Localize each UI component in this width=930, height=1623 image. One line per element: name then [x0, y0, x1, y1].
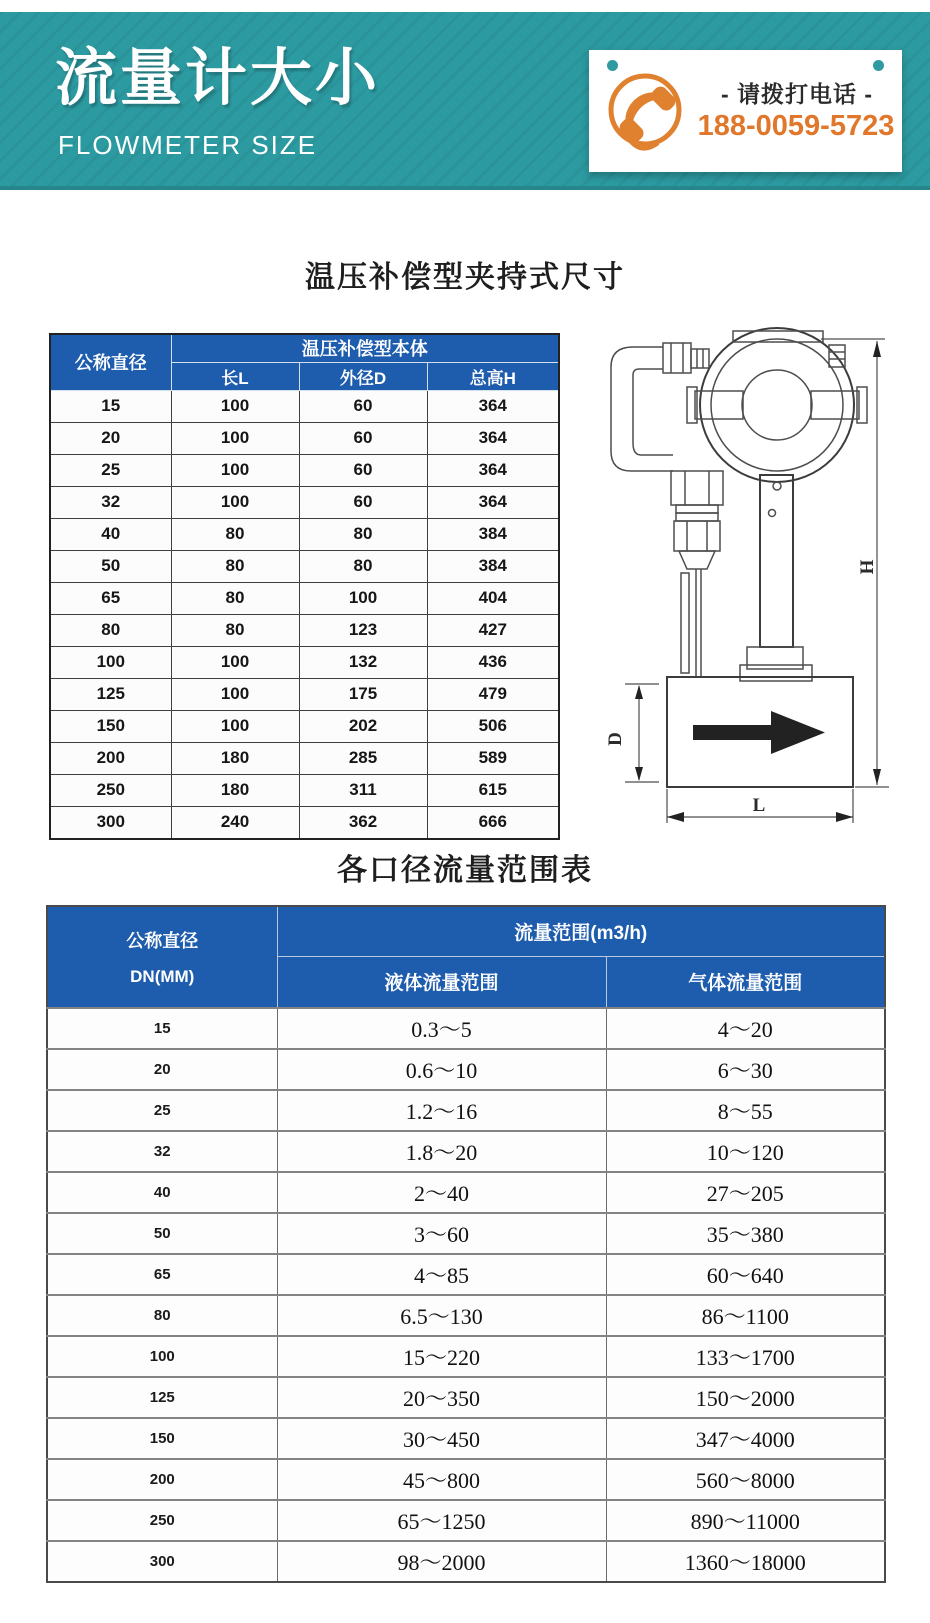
- table-row: [50, 454, 559, 486]
- col-header-liquid-range: 液体流量范围: [277, 956, 606, 1008]
- table-cell: 200: [50, 742, 171, 774]
- table-cell: 890～11000: [606, 1500, 885, 1541]
- table-cell: 1.2～16: [277, 1090, 606, 1131]
- dimensions-table: [49, 333, 560, 840]
- table-row: [50, 678, 559, 710]
- table-cell: 6.5～130: [277, 1295, 606, 1336]
- table-cell: 27～205: [606, 1172, 885, 1213]
- table-cell: 506: [427, 710, 559, 742]
- col-header-outer-diameter: 外径D: [299, 362, 427, 390]
- table-row: [47, 1213, 885, 1254]
- table-cell: 45～800: [277, 1459, 606, 1500]
- table-cell: 20: [47, 1049, 277, 1090]
- col-header-dn-line2: DN(MM): [130, 967, 195, 986]
- table-cell: 50: [50, 550, 171, 582]
- table-cell: 8～55: [606, 1090, 885, 1131]
- dimension-label-l: L: [752, 795, 766, 816]
- table-cell: 86～1100: [606, 1295, 885, 1336]
- table-cell: 0.6～10: [277, 1049, 606, 1090]
- table-row: [47, 1008, 885, 1049]
- table-cell: 364: [427, 486, 559, 518]
- table-cell: 100: [171, 646, 299, 678]
- table-cell: 15～220: [277, 1336, 606, 1377]
- table-cell: 1.8～20: [277, 1131, 606, 1172]
- table-row: [50, 646, 559, 678]
- table-cell: 0.3～5: [277, 1008, 606, 1049]
- table-row: [47, 1541, 885, 1582]
- table-cell: 133～1700: [606, 1336, 885, 1377]
- table-cell: 25: [47, 1090, 277, 1131]
- table-row: [50, 550, 559, 582]
- table-cell: 6～30: [606, 1049, 885, 1090]
- table-cell: 100: [47, 1336, 277, 1377]
- table-cell: 250: [50, 774, 171, 806]
- table-cell: 100: [171, 710, 299, 742]
- banner: [0, 12, 930, 190]
- table-cell: 125: [50, 678, 171, 710]
- table-cell: 60: [299, 422, 427, 454]
- table-cell: 300: [47, 1541, 277, 1582]
- table-cell: 4～20: [606, 1008, 885, 1049]
- table-cell: 65: [47, 1254, 277, 1295]
- table-cell: 100: [171, 454, 299, 486]
- table-cell: 125: [47, 1377, 277, 1418]
- table-cell: 40: [50, 518, 171, 550]
- table-cell: 35～380: [606, 1213, 885, 1254]
- table-cell: 100: [171, 678, 299, 710]
- table-cell: 60: [299, 390, 427, 422]
- table-cell: 202: [299, 710, 427, 742]
- page-title: 流量计大小: [55, 44, 381, 113]
- table-cell: 40: [47, 1172, 277, 1213]
- table-cell: 311: [299, 774, 427, 806]
- table-row: [50, 614, 559, 646]
- page-subtitle: FLOWMETER SIZE: [58, 130, 318, 160]
- table-row: [50, 390, 559, 422]
- table-cell: 3～60: [277, 1213, 606, 1254]
- table-cell: 479: [427, 678, 559, 710]
- table-cell: 80: [171, 550, 299, 582]
- table-cell: 25: [50, 454, 171, 486]
- table-cell: 65: [50, 582, 171, 614]
- table-cell: 15: [47, 1008, 277, 1049]
- col-header-length: 长L: [171, 362, 299, 390]
- table-cell: 404: [427, 582, 559, 614]
- table-cell: 384: [427, 518, 559, 550]
- table-cell: 100: [299, 582, 427, 614]
- table-cell: 4～85: [277, 1254, 606, 1295]
- table-cell: 32: [47, 1131, 277, 1172]
- table-row: [50, 774, 559, 806]
- table-cell: 80: [171, 582, 299, 614]
- col-header-dn: [47, 906, 277, 1008]
- table-cell: 80: [299, 518, 427, 550]
- table-row: [47, 1131, 885, 1172]
- table-cell: 250: [47, 1500, 277, 1541]
- table-cell: 436: [427, 646, 559, 678]
- table-cell: 364: [427, 454, 559, 486]
- table-cell: 427: [427, 614, 559, 646]
- table-cell: 100: [171, 486, 299, 518]
- table-row: [50, 806, 559, 839]
- table-row: [50, 422, 559, 454]
- table-row: [50, 518, 559, 550]
- flowmeter-diagram: [575, 305, 925, 825]
- table-row: [47, 1254, 885, 1295]
- flow-range-table: [46, 905, 886, 1583]
- table-row: [47, 1418, 885, 1459]
- table-row: [47, 1377, 885, 1418]
- table-cell: 180: [171, 774, 299, 806]
- table-cell: 300: [50, 806, 171, 839]
- table-cell: 60: [299, 454, 427, 486]
- table-cell: 132: [299, 646, 427, 678]
- table-cell: 80: [47, 1295, 277, 1336]
- col-header-nominal-diameter: 公称直径: [50, 334, 171, 390]
- table-cell: 180: [171, 742, 299, 774]
- table-cell: 240: [171, 806, 299, 839]
- table-cell: 384: [427, 550, 559, 582]
- section2-title: 各口径流量范围表: [337, 854, 593, 887]
- table-cell: 80: [299, 550, 427, 582]
- dimension-label-h: H: [857, 559, 878, 575]
- table-cell: 98～2000: [277, 1541, 606, 1582]
- table-cell: 60～640: [606, 1254, 885, 1295]
- table-row: [50, 742, 559, 774]
- table-cell: 50: [47, 1213, 277, 1254]
- table-cell: 2～40: [277, 1172, 606, 1213]
- table-cell: 150～2000: [606, 1377, 885, 1418]
- table-cell: 175: [299, 678, 427, 710]
- table-cell: 100: [171, 390, 299, 422]
- table-cell: 666: [427, 806, 559, 839]
- table-row: [50, 486, 559, 518]
- table-row: [50, 582, 559, 614]
- table-cell: 30～450: [277, 1418, 606, 1459]
- table-cell: 60: [299, 486, 427, 518]
- table-cell: 364: [427, 422, 559, 454]
- table-cell: 560～8000: [606, 1459, 885, 1500]
- col-header-gas-range: 气体流量范围: [606, 956, 885, 1008]
- table-cell: 32: [50, 486, 171, 518]
- table-cell: 615: [427, 774, 559, 806]
- table-cell: 20～350: [277, 1377, 606, 1418]
- phone-number: 188-0059-5723: [697, 110, 895, 142]
- table-cell: 589: [427, 742, 559, 774]
- table-cell: 362: [299, 806, 427, 839]
- table-cell: 80: [50, 614, 171, 646]
- table-row: [50, 710, 559, 742]
- table-row: [47, 1090, 885, 1131]
- table-row: [47, 1295, 885, 1336]
- table-cell: 100: [50, 646, 171, 678]
- table-cell: 15: [50, 390, 171, 422]
- table-cell: 80: [171, 518, 299, 550]
- table-cell: 100: [171, 422, 299, 454]
- table-cell: 123: [299, 614, 427, 646]
- table-row: [47, 1172, 885, 1213]
- table-cell: 364: [427, 390, 559, 422]
- phone-card: [589, 50, 902, 172]
- table-cell: 10～120: [606, 1131, 885, 1172]
- table-row: [47, 1336, 885, 1377]
- table-row: [47, 1049, 885, 1090]
- table-cell: 1360～18000: [606, 1541, 885, 1582]
- pin-dot-right: [873, 60, 884, 71]
- table-cell: 150: [50, 710, 171, 742]
- table-row: [47, 1459, 885, 1500]
- table-cell: 65～1250: [277, 1500, 606, 1541]
- table-cell: 20: [50, 422, 171, 454]
- phone-icon: [603, 68, 689, 160]
- table-cell: 347～4000: [606, 1418, 885, 1459]
- table-row: [47, 1500, 885, 1541]
- section1-title: 温压补偿型夹持式尺寸: [305, 261, 625, 294]
- table-cell: 200: [47, 1459, 277, 1500]
- col-header-total-height: 总高H: [427, 362, 559, 390]
- col-header-dn-line1: 公称直径: [126, 931, 199, 951]
- table-cell: 80: [171, 614, 299, 646]
- dimension-label-d: D: [605, 732, 626, 746]
- phone-cta-label: - 请拨打电话 -: [720, 81, 874, 107]
- table-cell: 285: [299, 742, 427, 774]
- table-cell: 150: [47, 1418, 277, 1459]
- col-header-flow-range-group: 流量范围(m3/h): [277, 906, 885, 956]
- col-header-body-group: 温压补偿型本体: [171, 334, 559, 362]
